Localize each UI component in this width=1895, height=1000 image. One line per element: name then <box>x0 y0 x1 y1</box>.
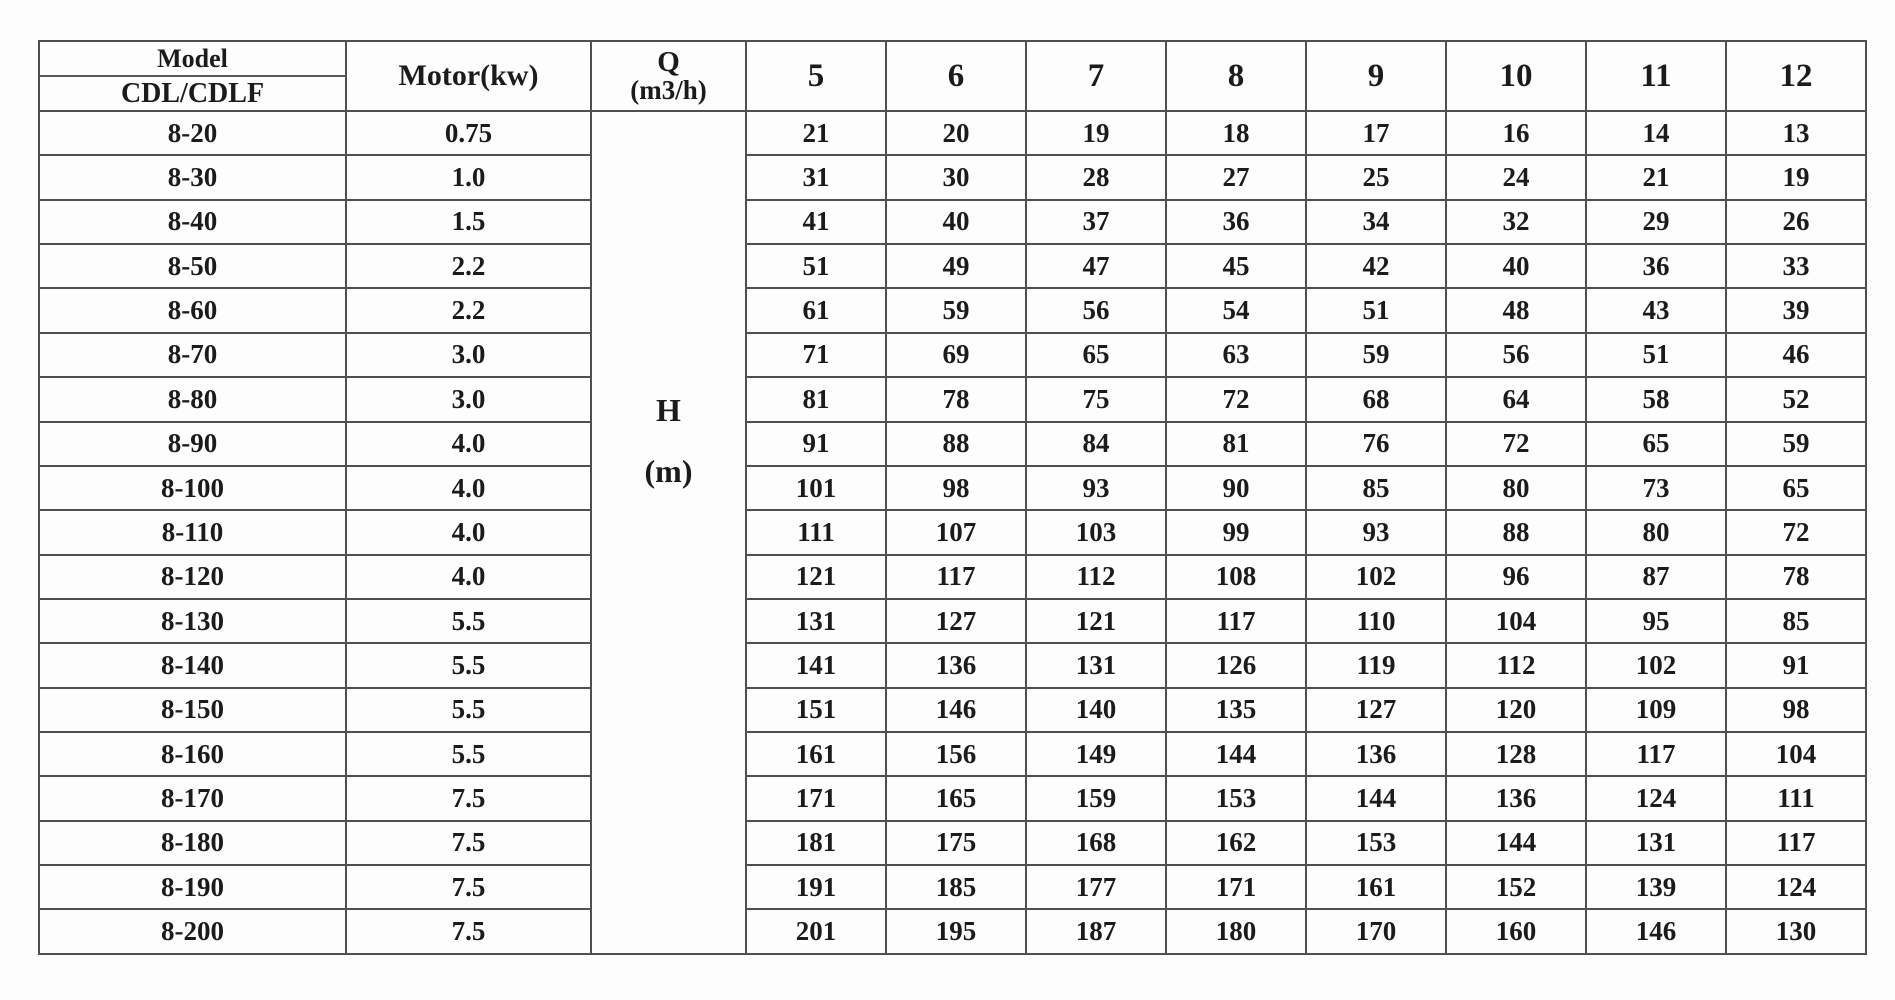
head-value-cell: 85 <box>1306 466 1446 510</box>
motor-cell: 4.0 <box>346 510 591 554</box>
motor-cell: 5.5 <box>346 643 591 687</box>
head-value-cell: 127 <box>886 599 1026 643</box>
motor-cell: 4.0 <box>346 466 591 510</box>
head-value-cell: 78 <box>886 377 1026 421</box>
head-value-cell: 34 <box>1306 200 1446 244</box>
table-row <box>39 244 1866 288</box>
head-value-cell: 187 <box>1026 909 1166 954</box>
head-value-cell: 124 <box>1586 776 1726 820</box>
head-value-cell: 76 <box>1306 422 1446 466</box>
head-value-cell: 131 <box>1586 821 1726 865</box>
head-value-cell: 107 <box>886 510 1026 554</box>
head-value-cell: 159 <box>1026 776 1166 820</box>
head-value-cell: 39 <box>1726 288 1866 332</box>
table-row <box>39 111 1866 155</box>
motor-cell: 4.0 <box>346 422 591 466</box>
head-value-cell: 59 <box>1726 422 1866 466</box>
head-value-cell: 48 <box>1446 288 1586 332</box>
head-value-cell: 88 <box>1446 510 1586 554</box>
head-value-cell: 144 <box>1166 732 1306 776</box>
head-value-cell: 40 <box>1446 244 1586 288</box>
table-row <box>39 155 1866 199</box>
flow-rate-header: 8 <box>1166 41 1306 111</box>
motor-header-cell: Motor(kw) <box>346 41 591 111</box>
head-value-cell: 153 <box>1166 776 1306 820</box>
head-value-cell: 201 <box>746 909 886 954</box>
head-value-cell: 17 <box>1306 111 1446 155</box>
head-value-cell: 49 <box>886 244 1026 288</box>
table-row <box>39 288 1866 332</box>
head-value-cell: 65 <box>1726 466 1866 510</box>
head-value-cell: 19 <box>1726 155 1866 199</box>
model-header-label: Model <box>40 42 345 77</box>
motor-cell: 5.5 <box>346 688 591 732</box>
head-value-cell: 161 <box>1306 865 1446 909</box>
motor-cell: 7.5 <box>346 865 591 909</box>
head-value-cell: 51 <box>1306 288 1446 332</box>
head-value-cell: 101 <box>746 466 886 510</box>
motor-cell: 1.5 <box>346 200 591 244</box>
head-value-cell: 21 <box>746 111 886 155</box>
model-header-cell <box>39 41 346 111</box>
head-value-cell: 126 <box>1166 643 1306 687</box>
head-label: H <box>656 391 681 428</box>
head-value-cell: 91 <box>1726 643 1866 687</box>
head-value-cell: 146 <box>1586 909 1726 954</box>
model-cell: 8-120 <box>39 555 346 599</box>
model-cell: 8-110 <box>39 510 346 554</box>
flow-rate-header: 7 <box>1026 41 1166 111</box>
model-cell: 8-160 <box>39 732 346 776</box>
head-value-cell: 98 <box>1726 688 1866 732</box>
head-value-cell: 149 <box>1026 732 1166 776</box>
head-value-cell: 45 <box>1166 244 1306 288</box>
head-value-cell: 130 <box>1726 909 1866 954</box>
head-value-cell: 68 <box>1306 377 1446 421</box>
flow-unit-label: (m3/h) <box>630 75 707 105</box>
head-value-cell: 109 <box>1586 688 1726 732</box>
head-value-cell: 36 <box>1166 200 1306 244</box>
head-value-cell: 103 <box>1026 510 1166 554</box>
head-value-cell: 36 <box>1586 244 1726 288</box>
head-value-cell: 185 <box>886 865 1026 909</box>
head-value-cell: 195 <box>886 909 1026 954</box>
table-row <box>39 865 1866 909</box>
head-value-cell: 151 <box>746 688 886 732</box>
table-row <box>39 555 1866 599</box>
head-value-cell: 98 <box>886 466 1026 510</box>
flow-label: Q <box>657 46 680 78</box>
head-value-cell: 30 <box>886 155 1026 199</box>
head-value-cell: 171 <box>1166 865 1306 909</box>
model-cell: 8-190 <box>39 865 346 909</box>
head-value-cell: 153 <box>1306 821 1446 865</box>
head-value-cell: 168 <box>1026 821 1166 865</box>
head-value-cell: 139 <box>1586 865 1726 909</box>
model-cell: 8-90 <box>39 422 346 466</box>
model-cell: 8-140 <box>39 643 346 687</box>
head-value-cell: 181 <box>746 821 886 865</box>
model-cell: 8-60 <box>39 288 346 332</box>
head-value-cell: 120 <box>1446 688 1586 732</box>
model-cell: 8-170 <box>39 776 346 820</box>
model-series-label: CDL/CDLF <box>120 77 265 109</box>
flow-rate-header: 10 <box>1446 41 1586 111</box>
head-value-cell: 128 <box>1446 732 1586 776</box>
head-value-cell: 96 <box>1446 555 1586 599</box>
head-value-cell: 131 <box>1026 643 1166 687</box>
head-value-cell: 80 <box>1446 466 1586 510</box>
head-value-cell: 144 <box>1306 776 1446 820</box>
head-unit-cell <box>591 111 746 954</box>
table-row <box>39 422 1866 466</box>
head-value-cell: 93 <box>1306 510 1446 554</box>
head-value-cell: 90 <box>1166 466 1306 510</box>
head-value-cell: 72 <box>1446 422 1586 466</box>
motor-cell: 7.5 <box>346 821 591 865</box>
head-value-cell: 112 <box>1026 555 1166 599</box>
head-value-cell: 72 <box>1726 510 1866 554</box>
head-value-cell: 84 <box>1026 422 1166 466</box>
model-cell: 8-20 <box>39 111 346 155</box>
motor-cell: 1.0 <box>346 155 591 199</box>
table-row <box>39 377 1866 421</box>
model-cell: 8-150 <box>39 688 346 732</box>
motor-cell: 4.0 <box>346 555 591 599</box>
table-row <box>39 333 1866 377</box>
head-value-cell: 127 <box>1306 688 1446 732</box>
head-value-cell: 59 <box>1306 333 1446 377</box>
head-value-cell: 21 <box>1586 155 1726 199</box>
motor-cell: 7.5 <box>346 776 591 820</box>
head-value-cell: 136 <box>886 643 1026 687</box>
head-value-cell: 61 <box>746 288 886 332</box>
flow-rate-header: 11 <box>1586 41 1726 111</box>
head-value-cell: 18 <box>1166 111 1306 155</box>
model-cell: 8-50 <box>39 244 346 288</box>
head-value-cell: 135 <box>1166 688 1306 732</box>
head-value-cell: 177 <box>1026 865 1166 909</box>
head-value-cell: 108 <box>1166 555 1306 599</box>
head-value-cell: 63 <box>1166 333 1306 377</box>
head-value-cell: 28 <box>1026 155 1166 199</box>
table-row <box>39 466 1866 510</box>
head-unit-label: (m) <box>644 452 693 489</box>
head-value-cell: 170 <box>1306 909 1446 954</box>
head-value-cell: 71 <box>746 333 886 377</box>
head-value-cell: 165 <box>886 776 1026 820</box>
head-value-cell: 59 <box>886 288 1026 332</box>
flow-rate-header: 6 <box>886 41 1026 111</box>
flow-rate-header: 12 <box>1726 41 1866 111</box>
table-row <box>39 599 1866 643</box>
head-value-cell: 33 <box>1726 244 1866 288</box>
head-value-cell: 64 <box>1446 377 1586 421</box>
head-value-cell: 80 <box>1586 510 1726 554</box>
head-value-cell: 95 <box>1586 599 1726 643</box>
motor-cell: 2.2 <box>346 288 591 332</box>
head-value-cell: 51 <box>1586 333 1726 377</box>
head-value-cell: 131 <box>746 599 886 643</box>
head-value-cell: 65 <box>1586 422 1726 466</box>
head-value-cell: 191 <box>746 865 886 909</box>
head-value-cell: 20 <box>886 111 1026 155</box>
head-value-cell: 81 <box>1166 422 1306 466</box>
head-value-cell: 91 <box>746 422 886 466</box>
head-value-cell: 180 <box>1166 909 1306 954</box>
table-row <box>39 909 1866 954</box>
header-row <box>39 41 1866 111</box>
model-cell: 8-70 <box>39 333 346 377</box>
head-value-cell: 58 <box>1586 377 1726 421</box>
head-value-cell: 40 <box>886 200 1026 244</box>
head-value-cell: 87 <box>1586 555 1726 599</box>
head-value-cell: 136 <box>1446 776 1586 820</box>
head-value-cell: 162 <box>1166 821 1306 865</box>
head-value-cell: 102 <box>1306 555 1446 599</box>
head-value-cell: 156 <box>886 732 1026 776</box>
head-value-cell: 14 <box>1586 111 1726 155</box>
head-value-cell: 136 <box>1306 732 1446 776</box>
head-value-cell: 47 <box>1026 244 1166 288</box>
head-value-cell: 78 <box>1726 555 1866 599</box>
head-value-cell: 51 <box>746 244 886 288</box>
table-header <box>39 41 1866 111</box>
head-value-cell: 140 <box>1026 688 1166 732</box>
head-value-cell: 112 <box>1446 643 1586 687</box>
head-value-cell: 75 <box>1026 377 1166 421</box>
head-value-cell: 102 <box>1586 643 1726 687</box>
table-row <box>39 732 1866 776</box>
model-cell: 8-100 <box>39 466 346 510</box>
head-value-cell: 144 <box>1446 821 1586 865</box>
head-value-cell: 121 <box>746 555 886 599</box>
head-value-cell: 16 <box>1446 111 1586 155</box>
table-body <box>39 111 1866 954</box>
head-value-cell: 81 <box>746 377 886 421</box>
head-value-cell: 31 <box>746 155 886 199</box>
head-value-cell: 56 <box>1446 333 1586 377</box>
head-value-cell: 104 <box>1726 732 1866 776</box>
head-value-cell: 42 <box>1306 244 1446 288</box>
pump-spec-table <box>38 40 1867 955</box>
model-cell: 8-200 <box>39 909 346 954</box>
head-value-cell: 46 <box>1726 333 1866 377</box>
head-value-cell: 121 <box>1026 599 1166 643</box>
head-value-cell: 29 <box>1586 200 1726 244</box>
head-value-cell: 73 <box>1586 466 1726 510</box>
motor-cell: 3.0 <box>346 333 591 377</box>
head-value-cell: 141 <box>746 643 886 687</box>
head-value-cell: 54 <box>1166 288 1306 332</box>
motor-cell: 5.5 <box>346 599 591 643</box>
model-cell: 8-80 <box>39 377 346 421</box>
head-value-cell: 56 <box>1026 288 1166 332</box>
model-cell: 8-40 <box>39 200 346 244</box>
motor-cell: 5.5 <box>346 732 591 776</box>
head-value-cell: 161 <box>746 732 886 776</box>
table-row <box>39 643 1866 687</box>
motor-cell: 3.0 <box>346 377 591 421</box>
head-value-cell: 119 <box>1306 643 1446 687</box>
head-value-cell: 32 <box>1446 200 1586 244</box>
head-value-cell: 26 <box>1726 200 1866 244</box>
head-value-cell: 160 <box>1446 909 1586 954</box>
head-value-cell: 52 <box>1726 377 1866 421</box>
head-value-cell: 110 <box>1306 599 1446 643</box>
head-value-cell: 19 <box>1026 111 1166 155</box>
head-value-cell: 104 <box>1446 599 1586 643</box>
head-value-cell: 41 <box>746 200 886 244</box>
head-value-cell: 24 <box>1446 155 1586 199</box>
head-value-cell: 117 <box>1586 732 1726 776</box>
head-value-cell: 25 <box>1306 155 1446 199</box>
head-value-cell: 13 <box>1726 111 1866 155</box>
head-value-cell: 93 <box>1026 466 1166 510</box>
head-value-cell: 65 <box>1026 333 1166 377</box>
model-cell: 8-30 <box>39 155 346 199</box>
head-value-cell: 69 <box>886 333 1026 377</box>
head-value-cell: 117 <box>1166 599 1306 643</box>
head-value-cell: 85 <box>1726 599 1866 643</box>
head-value-cell: 152 <box>1446 865 1586 909</box>
table-row <box>39 821 1866 865</box>
table-row <box>39 776 1866 820</box>
head-value-cell: 88 <box>886 422 1026 466</box>
motor-cell: 7.5 <box>346 909 591 954</box>
table-row <box>39 510 1866 554</box>
head-value-cell: 99 <box>1166 510 1306 554</box>
head-value-cell: 72 <box>1166 377 1306 421</box>
head-value-cell: 175 <box>886 821 1026 865</box>
flow-rate-header: 9 <box>1306 41 1446 111</box>
head-value-cell: 146 <box>886 688 1026 732</box>
head-value-cell: 117 <box>1726 821 1866 865</box>
flow-rate-header: 5 <box>746 41 886 111</box>
motor-cell: 0.75 <box>346 111 591 155</box>
table-row <box>39 688 1866 732</box>
head-value-cell: 111 <box>1726 776 1866 820</box>
head-value-cell: 111 <box>746 510 886 554</box>
head-value-cell: 37 <box>1026 200 1166 244</box>
head-value-cell: 124 <box>1726 865 1866 909</box>
head-value-cell: 27 <box>1166 155 1306 199</box>
head-value-cell: 43 <box>1586 288 1726 332</box>
head-value-cell: 117 <box>886 555 1026 599</box>
head-value-cell: 171 <box>746 776 886 820</box>
model-cell: 8-180 <box>39 821 346 865</box>
model-cell: 8-130 <box>39 599 346 643</box>
table-row <box>39 200 1866 244</box>
motor-cell: 2.2 <box>346 244 591 288</box>
